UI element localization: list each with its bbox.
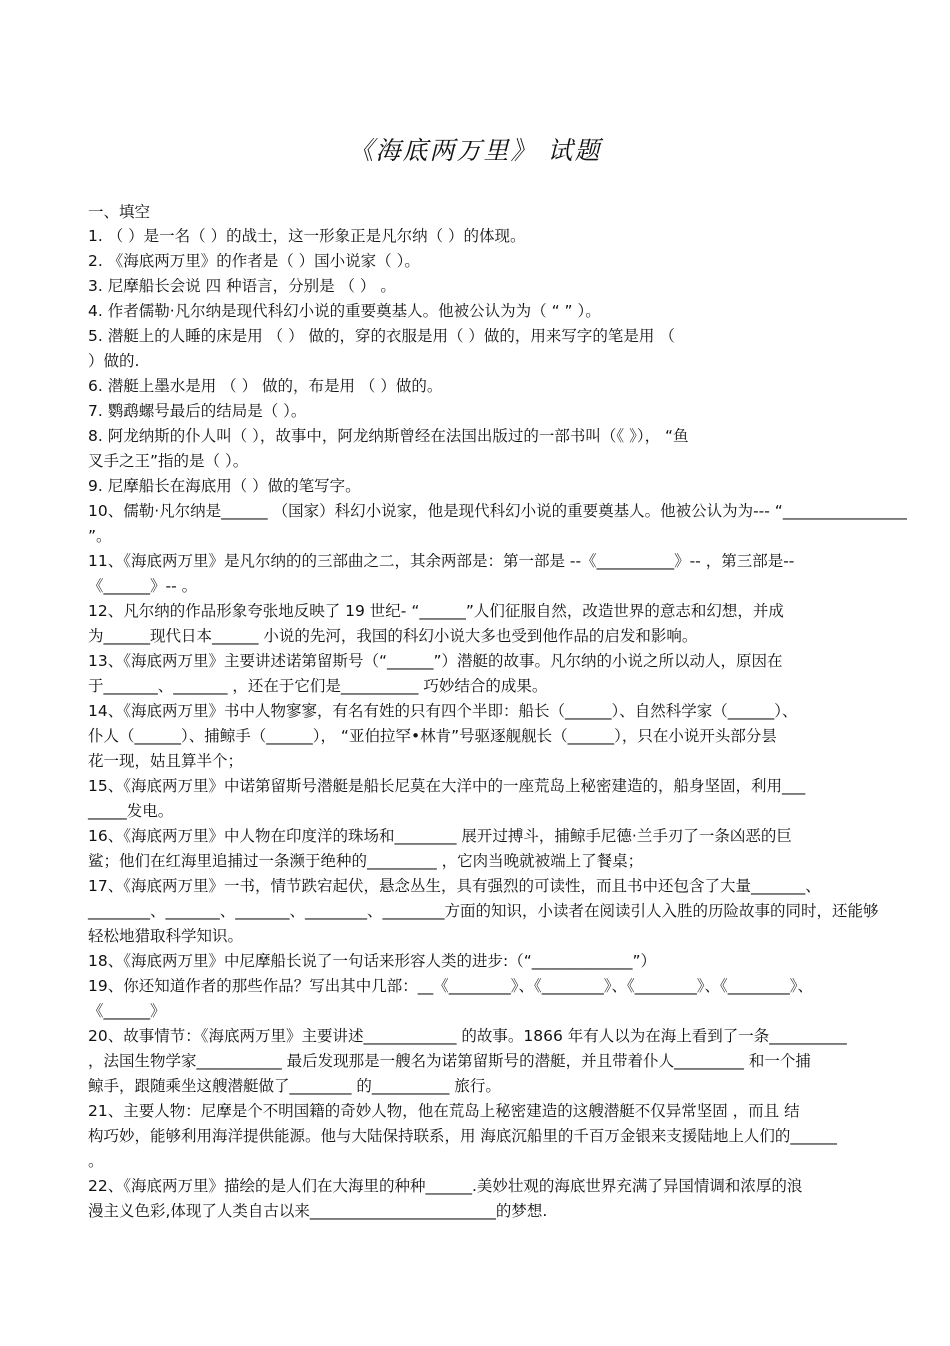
- question-line: 22、《海底两万里》描绘的是人们在大海里的种种______.美妙壮观的海底世界充满了异国情调和浓厚的浪: [88, 1177, 803, 1195]
- question-line: 13、《海底两万里》主要讲述诺第留斯号（“______”）潜艇的故事。凡尔纳的小说之所以动人，原因在: [88, 652, 783, 670]
- page-title: 《海底两万里》 试题: [348, 136, 602, 165]
- question-line: 花一现，姑且算半个；: [88, 752, 244, 770]
- question-line: ，法国生物学家___________ 最后发现那是一艘名为诺第留斯号的潜艇，并且带着仆人_________ 和一个捕: [88, 1052, 811, 1070]
- question-line: 16、《海底两万里》中人物在印度洋的珠场和________ 展开过搏斗，捕鲸手尼德·兰手刃了一条凶恶的巨: [88, 827, 792, 845]
- question-line: 构巧妙，能够利用海洋提供能源。他与大陆保持联系，用 海底沉船里的千百万金银来支援陆地上人们的______: [88, 1127, 837, 1145]
- question-line: 10、儒勒·凡尔纳是______ （国家）科幻小说家，他是现代科幻小说的重要奠基人。他被公认为为--- “________________: [88, 502, 907, 520]
- question-line: 鲨；他们在红海里追捕过一条濒于绝种的_________ ，它肉当晚就被端上了餐桌；: [88, 852, 644, 870]
- question-line: 18、《海底两万里》中尼摩船长说了一句话来形容人类的进步:（“_____________”）: [88, 952, 657, 970]
- question-line: 7. 鹦鹉螺号最后的结局是（ ）。: [88, 402, 307, 420]
- question-line: 轻松地猎取科学知识。: [88, 927, 244, 945]
- question-line: 14、《海底两万里》书中人物寥寥，有名有姓的只有四个半即：船长（______）、自然科学家（______）、: [88, 702, 798, 720]
- question-line: _____发电。: [88, 802, 174, 820]
- question-line: 于_______、_______ ，还在于它们是__________ 巧妙结合的成果。: [88, 677, 548, 695]
- question-line: 仆人（______）、捕鲸手（______）， “亚伯拉罕•林肯”号驱逐舰舰长（______），只在小说开头部分昙: [88, 727, 777, 745]
- question-line: ________、_______、_______、________、________方面的知识，小读者在阅读引人入胜的历险故事的同时，还能够: [88, 902, 879, 920]
- question-line: 鲸手，跟随乘坐这艘潜艇做了________ 的__________ 旅行。: [88, 1077, 501, 1095]
- question-line: 15、《海底两万里》中诺第留斯号潜艇是船长尼莫在大洋中的一座荒岛上秘密建造的，船身坚固，利用___: [88, 777, 806, 795]
- question-line: 叉手之王”指的是（ ）。: [88, 452, 249, 470]
- question-line: 4. 作者儒勒·凡尔纳是现代科幻小说的重要奠基人。他被公认为为（ “ ” ）。: [88, 302, 601, 320]
- question-line: 6. 潜艇上墨水是用 （ ） 做的，布是用 （ ）做的。: [88, 377, 443, 395]
- question-line: ”。: [88, 527, 112, 545]
- question-line: 17、《海底两万里》一书，情节跌宕起伏，悬念丛生，具有强烈的可读性，而且书中还包含了大量_______、: [88, 877, 821, 895]
- question-line: 21、主要人物：尼摩是个不明国籍的奇妙人物，他在荒岛上秘密建造的这艘潜艇不仅异常坚固 ，而且 结: [88, 1102, 800, 1120]
- question-line: 8. 阿龙纳斯的仆人叫（ ），故事中，阿龙纳斯曾经在法国出版过的一部书叫（《 》）， “鱼: [88, 427, 689, 445]
- question-line: 5. 潜艇上的人睡的床是用 （ ） 做的，穿的衣服是用（ ）做的，用来写字的笔是用 （: [88, 327, 675, 345]
- question-line: 9. 尼摩船长在海底用（ ）做的笔写字。: [88, 477, 361, 495]
- question-line: 《______》: [88, 1002, 166, 1020]
- section-heading: 一、填空: [88, 203, 151, 221]
- question-line: 11、《海底两万里》是凡尔纳的的三部曲之二，其余两部是：第一部是 --《__________》-- ，第三部是--: [88, 552, 795, 570]
- question-line: 漫主义色彩,体现了人类自古以来________________________的梦想.: [88, 1202, 548, 1220]
- question-line: 12、凡尔纳的作品形象夸张地反映了 19 世纪- “______”人们征服自然，改造世界的意志和幻想，并成: [88, 602, 784, 620]
- question-line: 。: [88, 1152, 104, 1170]
- question-line: 2. 《海底两万里》的作者是（ ）国小说家（ ）。: [88, 252, 420, 270]
- question-line: 3. 尼摩船长会说 四 种语言，分别是 （ ） 。: [88, 277, 396, 295]
- question-line: 《______》-- 。: [88, 577, 198, 595]
- question-line: 19、你还知道作者的那些作品？写出其中几部：__《________》、《________》、《________》、《________》、: [88, 977, 813, 995]
- question-line: ）做的.: [88, 352, 140, 370]
- question-line: 20、故事情节：《海底两万里》主要讲述____________ 的故事。1866 年有人以为在海上看到了一条__________: [88, 1027, 847, 1045]
- question-line: 为______现代日本______ 小说的先河，我国的科幻小说大多也受到他作品的启发和影响。: [88, 627, 698, 645]
- question-line: 1. （ ）是一名（ ）的战士，这一形象正是凡尔纳（ ）的体现。: [88, 227, 526, 245]
